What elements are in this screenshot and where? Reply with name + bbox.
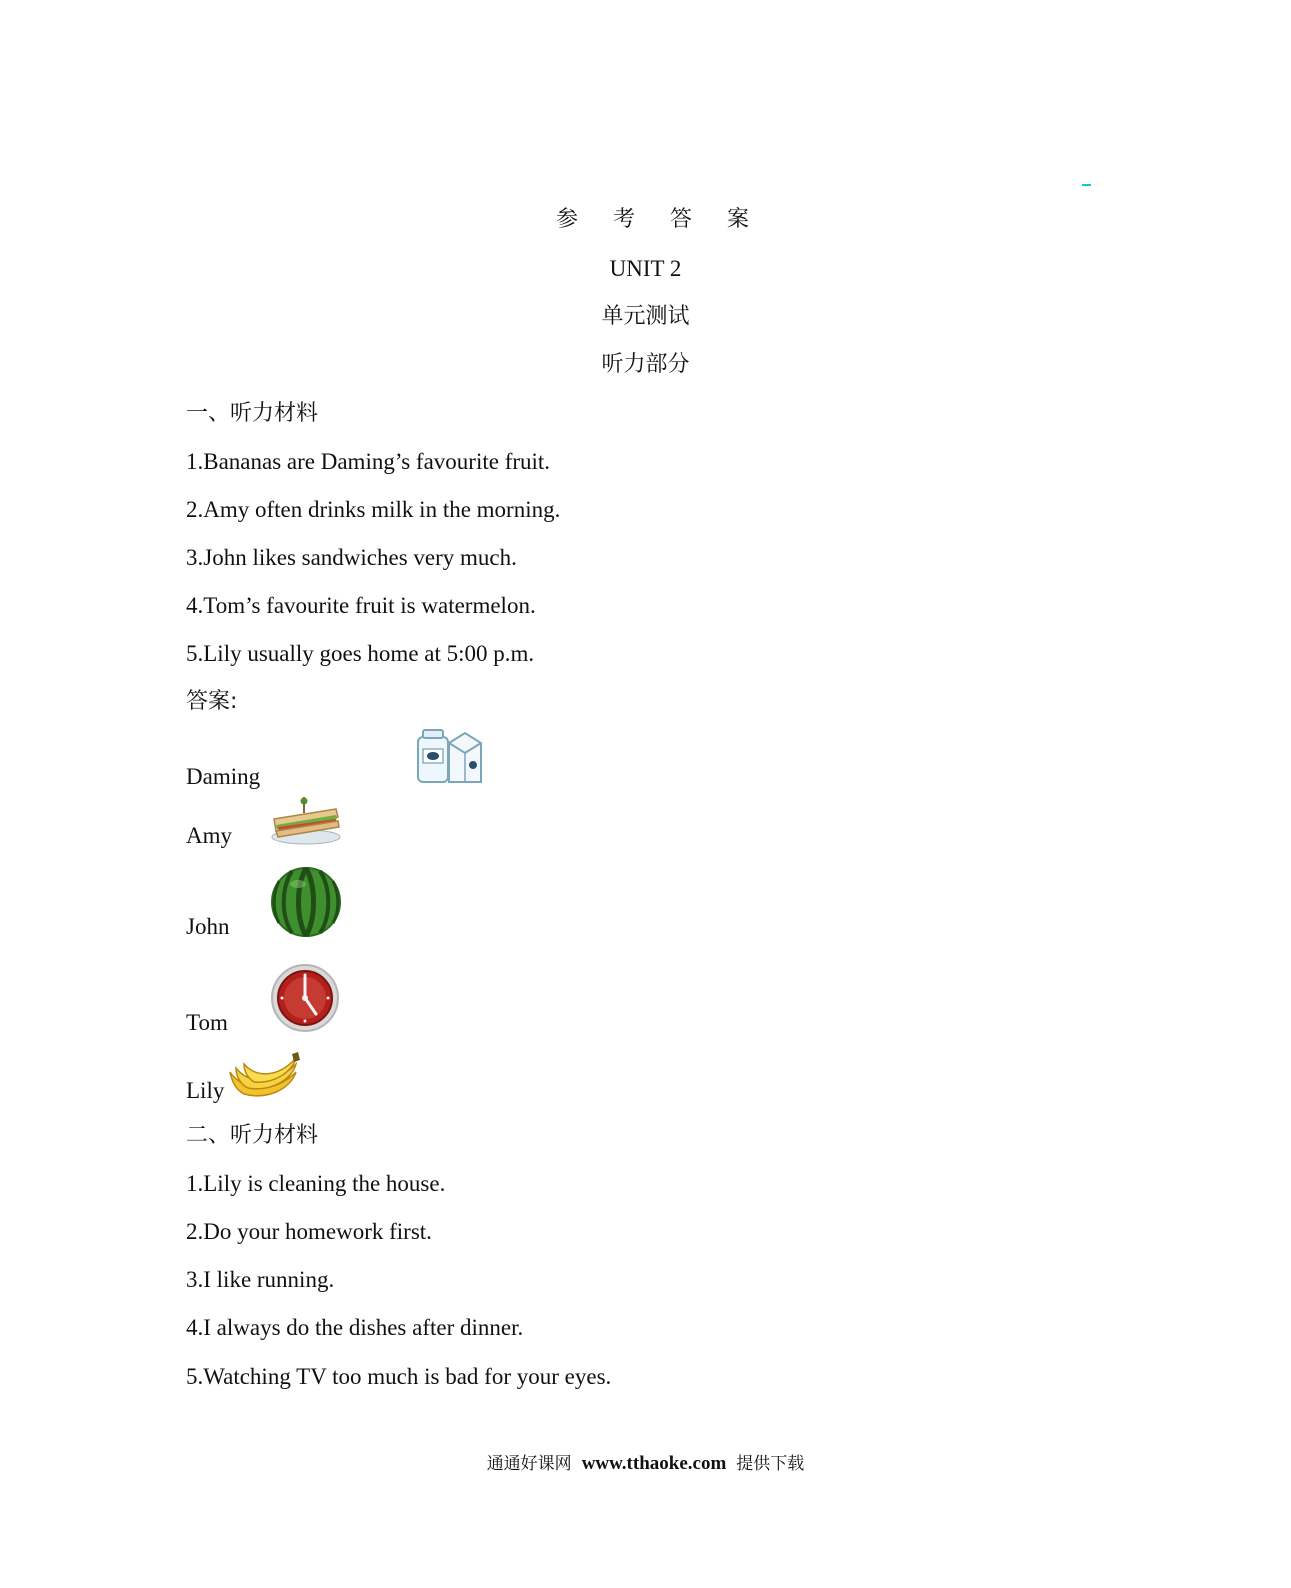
part2-item: 4.I always do the dishes after dinner.: [186, 1315, 524, 1340]
sandwich-icon: [270, 797, 342, 847]
answer-name: Lily: [186, 1078, 225, 1103]
footer: [0, 1449, 1291, 1475]
part1-item: 2.Amy often drinks milk in the morning.: [186, 497, 561, 522]
clock-icon: [270, 963, 340, 1033]
section-label: 听力部分: [601, 352, 690, 377]
page-title: 参 考 答 案: [556, 207, 763, 232]
answer-name: John: [186, 914, 230, 939]
footer-suffix: 提供下载: [736, 1454, 805, 1474]
part2-item: 3.I like running.: [186, 1267, 335, 1292]
answer-name: Daming: [186, 764, 261, 789]
unit-label: UNIT 2: [609, 256, 682, 281]
watermelon-icon: [270, 866, 342, 938]
part1-heading: 一、听力材料: [186, 401, 319, 426]
answer-name: Amy: [186, 823, 232, 848]
part2-item: 5.Watching TV too much is bad for your eyes.: [186, 1364, 612, 1389]
footer-site-name: 通通好课网: [486, 1454, 572, 1474]
part2-item: 1.Lily is cleaning the house.: [186, 1171, 446, 1196]
footer-url[interactable]: www.tthaoke.com: [581, 1453, 727, 1474]
part1-item: 5.Lily usually goes home at 5:00 p.m.: [186, 641, 535, 666]
part1-item: 3.John likes sandwiches very much.: [186, 545, 517, 570]
banana-icon: [226, 1050, 302, 1102]
part1-item: 4.Tom’s favourite fruit is watermelon.: [186, 593, 536, 618]
part2-item: 2.Do your homework first.: [186, 1219, 432, 1244]
test-label: 单元测试: [601, 304, 690, 329]
milk-icon: [415, 727, 485, 785]
answer-name: Tom: [186, 1010, 228, 1035]
answer-label: 答案:: [186, 689, 238, 714]
part2-heading: 二、听力材料: [186, 1123, 319, 1148]
cyan-mark: [1082, 184, 1091, 186]
part1-item: 1.Bananas are Daming’s favourite fruit.: [186, 449, 551, 474]
